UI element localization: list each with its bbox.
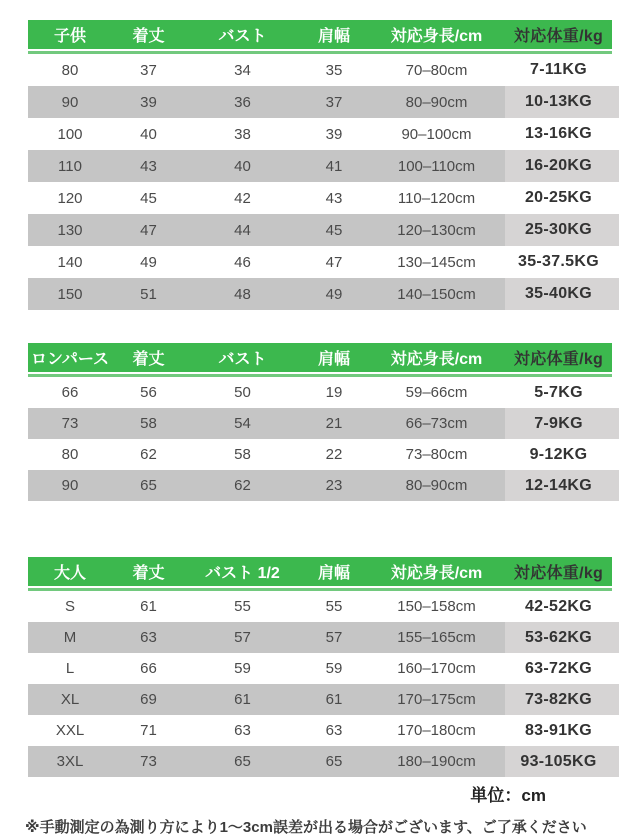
value-cell: 63	[140, 629, 157, 646]
value-cell: 51	[140, 285, 157, 303]
weight-cell: 93-105KG	[505, 746, 612, 777]
value-cell: 62	[140, 446, 157, 463]
value-cell: 21	[325, 415, 343, 432]
rompers-table-body	[28, 377, 612, 501]
value-cell: 47	[325, 253, 343, 271]
size-cell: 90	[61, 477, 79, 494]
value-cell: 65	[140, 477, 157, 494]
weight-cell: 9-12KG	[529, 445, 588, 463]
weight-cell: 35-37.5KG	[518, 253, 599, 270]
rompers-size-table	[28, 343, 612, 501]
header-cell: 着丈	[132, 351, 165, 368]
value-cell: 37	[140, 61, 157, 79]
size-cell: 66	[61, 384, 79, 401]
value-cell: 180–190cm	[397, 753, 476, 770]
header-cell: バスト	[218, 351, 267, 368]
size-cell: M	[63, 629, 77, 646]
value-cell: 36	[234, 93, 251, 111]
value-cell: 155–165cm	[397, 629, 476, 646]
value-cell: 58	[140, 415, 157, 432]
value-cell: 45	[140, 189, 157, 207]
value-cell: 65	[325, 753, 343, 770]
size-cell: 110	[58, 157, 82, 175]
value-cell: 59	[325, 660, 343, 677]
size-cell: 120	[57, 189, 83, 207]
rompers-table-header-row	[28, 343, 612, 372]
weight-cell: 12-14KG	[505, 470, 612, 501]
adults-table-body	[28, 591, 612, 777]
header-cell: 対応体重/kg	[513, 28, 604, 45]
size-cell: L	[65, 660, 75, 677]
header-cell: バスト	[218, 28, 267, 45]
value-cell: 42	[234, 189, 251, 207]
header-cell: 着丈	[132, 28, 165, 45]
value-cell: 43	[325, 189, 343, 207]
size-cell: 140	[57, 253, 83, 271]
value-cell: 80–90cm	[405, 477, 468, 494]
value-cell: 57	[325, 629, 343, 646]
value-cell: 38	[234, 125, 251, 143]
weight-cell: 35-40KG	[505, 278, 612, 310]
header-cell: 対応体重/kg	[513, 565, 604, 582]
value-cell: 59	[234, 660, 251, 677]
value-cell: 170–180cm	[397, 722, 476, 739]
value-cell: 61	[234, 691, 251, 708]
value-cell: 120–130cm	[397, 221, 476, 239]
weight-cell: 16-20KG	[505, 150, 612, 182]
value-cell: 50	[234, 384, 251, 401]
table-row	[28, 746, 612, 777]
value-cell: 110–120cm	[397, 189, 476, 207]
header-cell: 対応身長/cm	[390, 28, 483, 45]
value-cell: 61	[140, 598, 157, 615]
kids-size-table	[28, 0, 612, 310]
weight-cell: 73-82KG	[505, 684, 612, 715]
value-cell: 65	[234, 753, 251, 770]
weight-cell: 5-7KG	[534, 383, 583, 401]
value-cell: 140–150cm	[397, 285, 476, 303]
value-cell: 54	[234, 415, 251, 432]
header-cell: 対応身長/cm	[390, 351, 483, 368]
header-cell: 対応体重/kg	[513, 351, 604, 368]
value-cell: 100–110cm	[397, 157, 476, 175]
weight-cell: 53-62KG	[505, 622, 612, 653]
table-row	[28, 377, 612, 408]
value-cell: 63	[325, 722, 343, 739]
weight-cell: 7-11KG	[530, 61, 587, 78]
value-cell: 47	[140, 221, 157, 239]
weight-cell: 13-16KG	[524, 125, 593, 142]
size-cell: 130	[57, 221, 83, 239]
header-cell: 子供	[53, 28, 86, 45]
table-row	[28, 86, 612, 118]
table-row	[28, 54, 612, 86]
value-cell: 22	[325, 446, 343, 463]
value-cell: 59–66cm	[405, 384, 468, 401]
value-cell: 69	[140, 691, 157, 708]
value-cell: 62	[234, 477, 251, 494]
size-cell: XXL	[55, 722, 85, 739]
size-cell: 3XL	[56, 753, 84, 770]
weight-cell: 25-30KG	[505, 214, 612, 246]
size-cell: 80	[61, 446, 79, 463]
value-cell: 43	[140, 157, 157, 175]
value-cell: 48	[234, 285, 251, 303]
table-row	[28, 150, 612, 182]
value-cell: 66	[140, 660, 157, 677]
value-cell: 55	[325, 598, 343, 615]
size-cell: 100	[57, 125, 83, 143]
table-row	[28, 653, 612, 684]
unit-note: 単位：cm	[470, 786, 546, 805]
value-cell: 160–170cm	[397, 660, 476, 677]
value-cell: 39	[140, 93, 157, 111]
weight-cell: 10-13KG	[505, 86, 612, 118]
value-cell: 37	[325, 93, 343, 111]
value-cell: 34	[234, 61, 251, 79]
header-cell: 肩幅	[317, 351, 350, 368]
header-cell: ロンパース	[30, 351, 110, 368]
value-cell: 150–158cm	[397, 598, 476, 615]
value-cell: 90–100cm	[401, 125, 472, 143]
table-row	[28, 214, 612, 246]
value-cell: 23	[325, 477, 343, 494]
table-row	[28, 470, 612, 501]
table-row	[28, 439, 612, 470]
disclaimer-note: ※手動測定の為測り方により1～3cm誤差が出る場合がございます、ご了承ください	[25, 819, 587, 836]
size-cell: 80	[61, 61, 79, 79]
value-cell: 35	[325, 61, 343, 79]
value-cell: 63	[234, 722, 251, 739]
adults-table-header-row	[28, 557, 612, 586]
header-cell: 着丈	[132, 565, 165, 582]
header-cell: 大人	[53, 565, 86, 582]
table-row	[28, 684, 612, 715]
value-cell: 39	[325, 125, 343, 143]
value-cell: 70–80cm	[405, 61, 468, 79]
value-cell: 58	[234, 446, 251, 463]
size-cell: 73	[61, 415, 79, 432]
kids-table-body	[28, 54, 612, 310]
value-cell: 19	[325, 384, 343, 401]
size-cell: S	[64, 598, 75, 615]
value-cell: 56	[140, 384, 157, 401]
weight-cell: 63-72KG	[524, 659, 593, 677]
table-row	[28, 278, 612, 310]
value-cell: 45	[325, 221, 343, 239]
weight-cell: 42-52KG	[524, 597, 593, 615]
value-cell: 40	[234, 157, 251, 175]
table-row	[28, 182, 612, 214]
value-cell: 46	[234, 253, 251, 271]
weight-cell: 20-25KG	[524, 189, 593, 206]
value-cell: 73–80cm	[405, 446, 468, 463]
value-cell: 55	[234, 598, 251, 615]
header-cell: 肩幅	[317, 565, 350, 582]
header-cell: バスト 1/2	[205, 565, 280, 582]
table-row	[28, 591, 612, 622]
value-cell: 80–90cm	[405, 93, 468, 111]
value-cell: 57	[234, 629, 251, 646]
value-cell: 44	[234, 221, 251, 239]
weight-cell: 83-91KG	[524, 721, 593, 739]
kids-table-header-row	[28, 20, 612, 49]
header-cell: 対応身長/cm	[390, 565, 483, 582]
value-cell: 170–175cm	[397, 691, 476, 708]
value-cell: 49	[325, 285, 343, 303]
size-cell: 90	[61, 93, 79, 111]
value-cell: 66–73cm	[405, 415, 468, 432]
value-cell: 49	[140, 253, 157, 271]
table-row	[28, 715, 612, 746]
value-cell: 41	[325, 157, 343, 175]
table-row	[28, 408, 612, 439]
value-cell: 71	[140, 722, 157, 739]
size-cell: 150	[57, 285, 83, 303]
table-row	[28, 246, 612, 278]
size-cell: XL	[60, 691, 80, 708]
value-cell: 61	[325, 691, 343, 708]
header-cell: 肩幅	[317, 28, 350, 45]
value-cell: 130–145cm	[397, 253, 476, 271]
value-cell: 40	[140, 125, 157, 143]
table-row	[28, 622, 612, 653]
value-cell: 73	[140, 753, 157, 770]
weight-cell: 7-9KG	[505, 408, 612, 439]
adults-size-table	[28, 557, 612, 777]
table-row	[28, 118, 612, 150]
